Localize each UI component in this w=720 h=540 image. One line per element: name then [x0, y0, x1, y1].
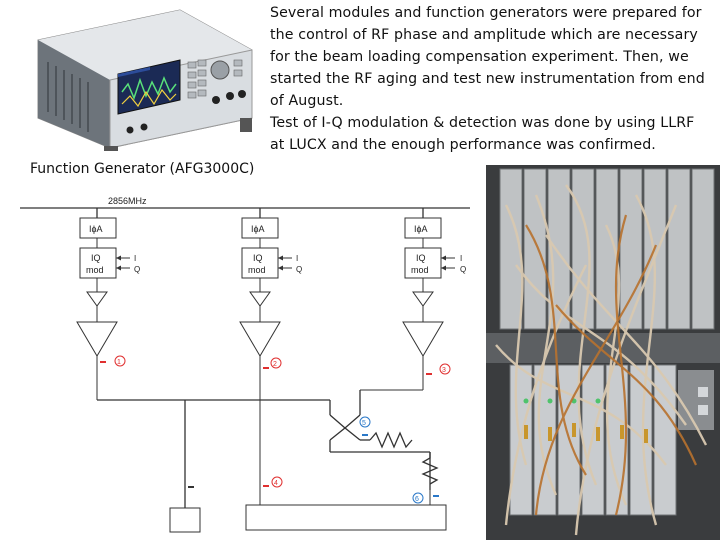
iq-mod-label: mod: [411, 265, 429, 275]
iq-mod-label: IQ: [91, 253, 101, 263]
rf-schematic-diagram: [20, 190, 470, 540]
paragraph-line: at LUCX and the enough performance was confirmed.: [270, 137, 656, 153]
rf-chain-2: [240, 218, 302, 505]
port-label: 3: [442, 367, 446, 374]
paragraph-line: Several modules and function generators were prepared for: [270, 5, 702, 21]
q-label: Q: [134, 265, 141, 274]
i-label: I: [460, 254, 463, 263]
q-label: Q: [296, 265, 303, 274]
frequency-label: 2856MHz: [108, 196, 147, 206]
phase-shifter-label: IɸA: [414, 224, 428, 234]
load-box: [170, 508, 200, 532]
phase-shifter-label: IɸA: [251, 224, 265, 234]
hybrid-coupler: [97, 390, 437, 490]
iq-mod-label: mod: [86, 265, 104, 275]
iq-mod-label: mod: [248, 265, 266, 275]
q-label: Q: [460, 265, 467, 274]
phase-shifter-label: IɸA: [89, 224, 103, 234]
function-generator-photo: [20, 0, 262, 152]
iq-mod-label: IQ: [253, 253, 263, 263]
port-label: 5: [362, 420, 366, 427]
paragraph-line: started the RF aging and test new instrumentation from end: [270, 71, 705, 87]
accelerator-bar: [246, 505, 446, 530]
iq-mod-label: IQ: [416, 253, 426, 263]
rf-chain-1: [77, 218, 140, 400]
llrf-rack-photo: [486, 165, 720, 540]
port-label: 1: [117, 359, 121, 366]
rf-chain-3: [360, 218, 466, 390]
description-paragraph: [270, 2, 715, 156]
port-label: 4: [274, 480, 278, 487]
port-label: 6: [415, 496, 419, 503]
port-label: 2: [273, 361, 277, 368]
photo-caption: Function Generator (AFG3000C): [30, 161, 255, 177]
i-label: I: [134, 254, 137, 263]
paragraph-line: the control of RF phase and amplitude which are necessary: [270, 27, 698, 43]
paragraph-line: Test of I-Q modulation & detection was done by using LLRF: [270, 115, 695, 131]
i-label: I: [296, 254, 299, 263]
paragraph-line: for the beam loading compensation experiment. Then, we: [270, 49, 689, 65]
paragraph-line: of August.: [270, 93, 344, 109]
